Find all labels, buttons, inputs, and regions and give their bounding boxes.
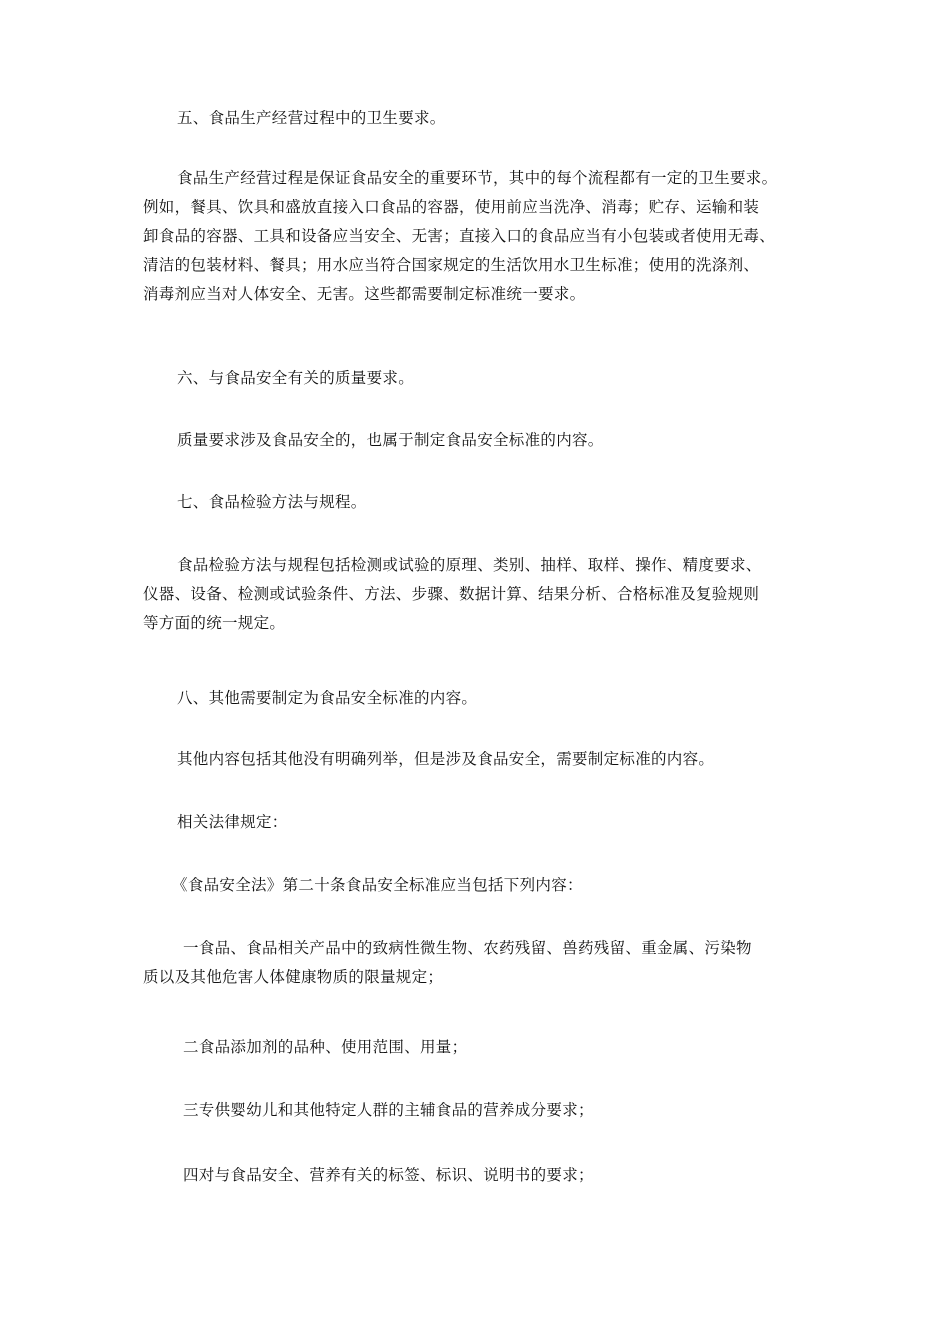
section-8-body: 其他内容包括其他没有明确列举，但是涉及食品安全，需要制定标准的内容。 bbox=[177, 750, 715, 768]
section-7-line-2: 仪器、设备、检测或试验条件、方法、步骤、数据计算、结果分析、合格标准及复验规则 bbox=[143, 585, 760, 603]
section-5-line-3: 卸食品的容器、工具和设备应当安全、无害；直接入口的食品应当有小包装或者使用无毒、 bbox=[143, 227, 776, 245]
law-intro: 《食品安全法》第二十条食品安全标准应当包括下列内容： bbox=[172, 876, 583, 894]
law-item-1-line-1: 一食品、食品相关产品中的致病性微生物、农药残留、兽药残留、重金属、污染物 bbox=[183, 939, 752, 957]
law-item-2: 二食品添加剂的品种、使用范围、用量； bbox=[183, 1038, 468, 1056]
section-5-line-4: 清洁的包装材料、餐具；用水应当符合国家规定的生活饮用水卫生标准；使用的洗涤剂、 bbox=[143, 256, 760, 274]
law-heading: 相关法律规定： bbox=[177, 813, 288, 831]
law-item-1-line-2: 质以及其他危害人体健康物质的限量规定； bbox=[143, 968, 444, 986]
law-item-4: 四对与食品安全、营养有关的标签、标识、说明书的要求； bbox=[183, 1166, 594, 1184]
section-5-line-2: 例如，餐具、饮具和盛放直接入口食品的容器，使用前应当洗净、消毒；贮存、运输和装 bbox=[143, 198, 760, 216]
section-6-heading: 六、与食品安全有关的质量要求。 bbox=[177, 369, 415, 387]
law-item-1 bbox=[143, 934, 833, 992]
section-7-line-1: 食品检验方法与规程包括检测或试验的原理、类别、抽样、取样、操作、精度要求、 bbox=[177, 556, 762, 574]
section-5-line-5: 消毒剂应当对人体安全、无害。这些都需要制定标准统一要求。 bbox=[143, 285, 586, 303]
section-7-body bbox=[143, 551, 833, 638]
section-7-line-3: 等方面的统一规定。 bbox=[143, 614, 286, 632]
section-8-heading: 八、其他需要制定为食品安全标准的内容。 bbox=[177, 689, 478, 707]
section-5-heading: 五、食品生产经营过程中的卫生要求。 bbox=[177, 109, 446, 127]
section-5-body bbox=[143, 164, 833, 309]
section-7-heading: 七、食品检验方法与规程。 bbox=[177, 493, 367, 511]
section-6-body: 质量要求涉及食品安全的，也属于制定食品安全标准的内容。 bbox=[177, 431, 604, 449]
section-5-line-1: 食品生产经营过程是保证食品安全的重要环节，其中的每个流程都有一定的卫生要求。 bbox=[177, 169, 778, 187]
law-item-3: 三专供婴幼儿和其他特定人群的主辅食品的营养成分要求； bbox=[183, 1101, 594, 1119]
